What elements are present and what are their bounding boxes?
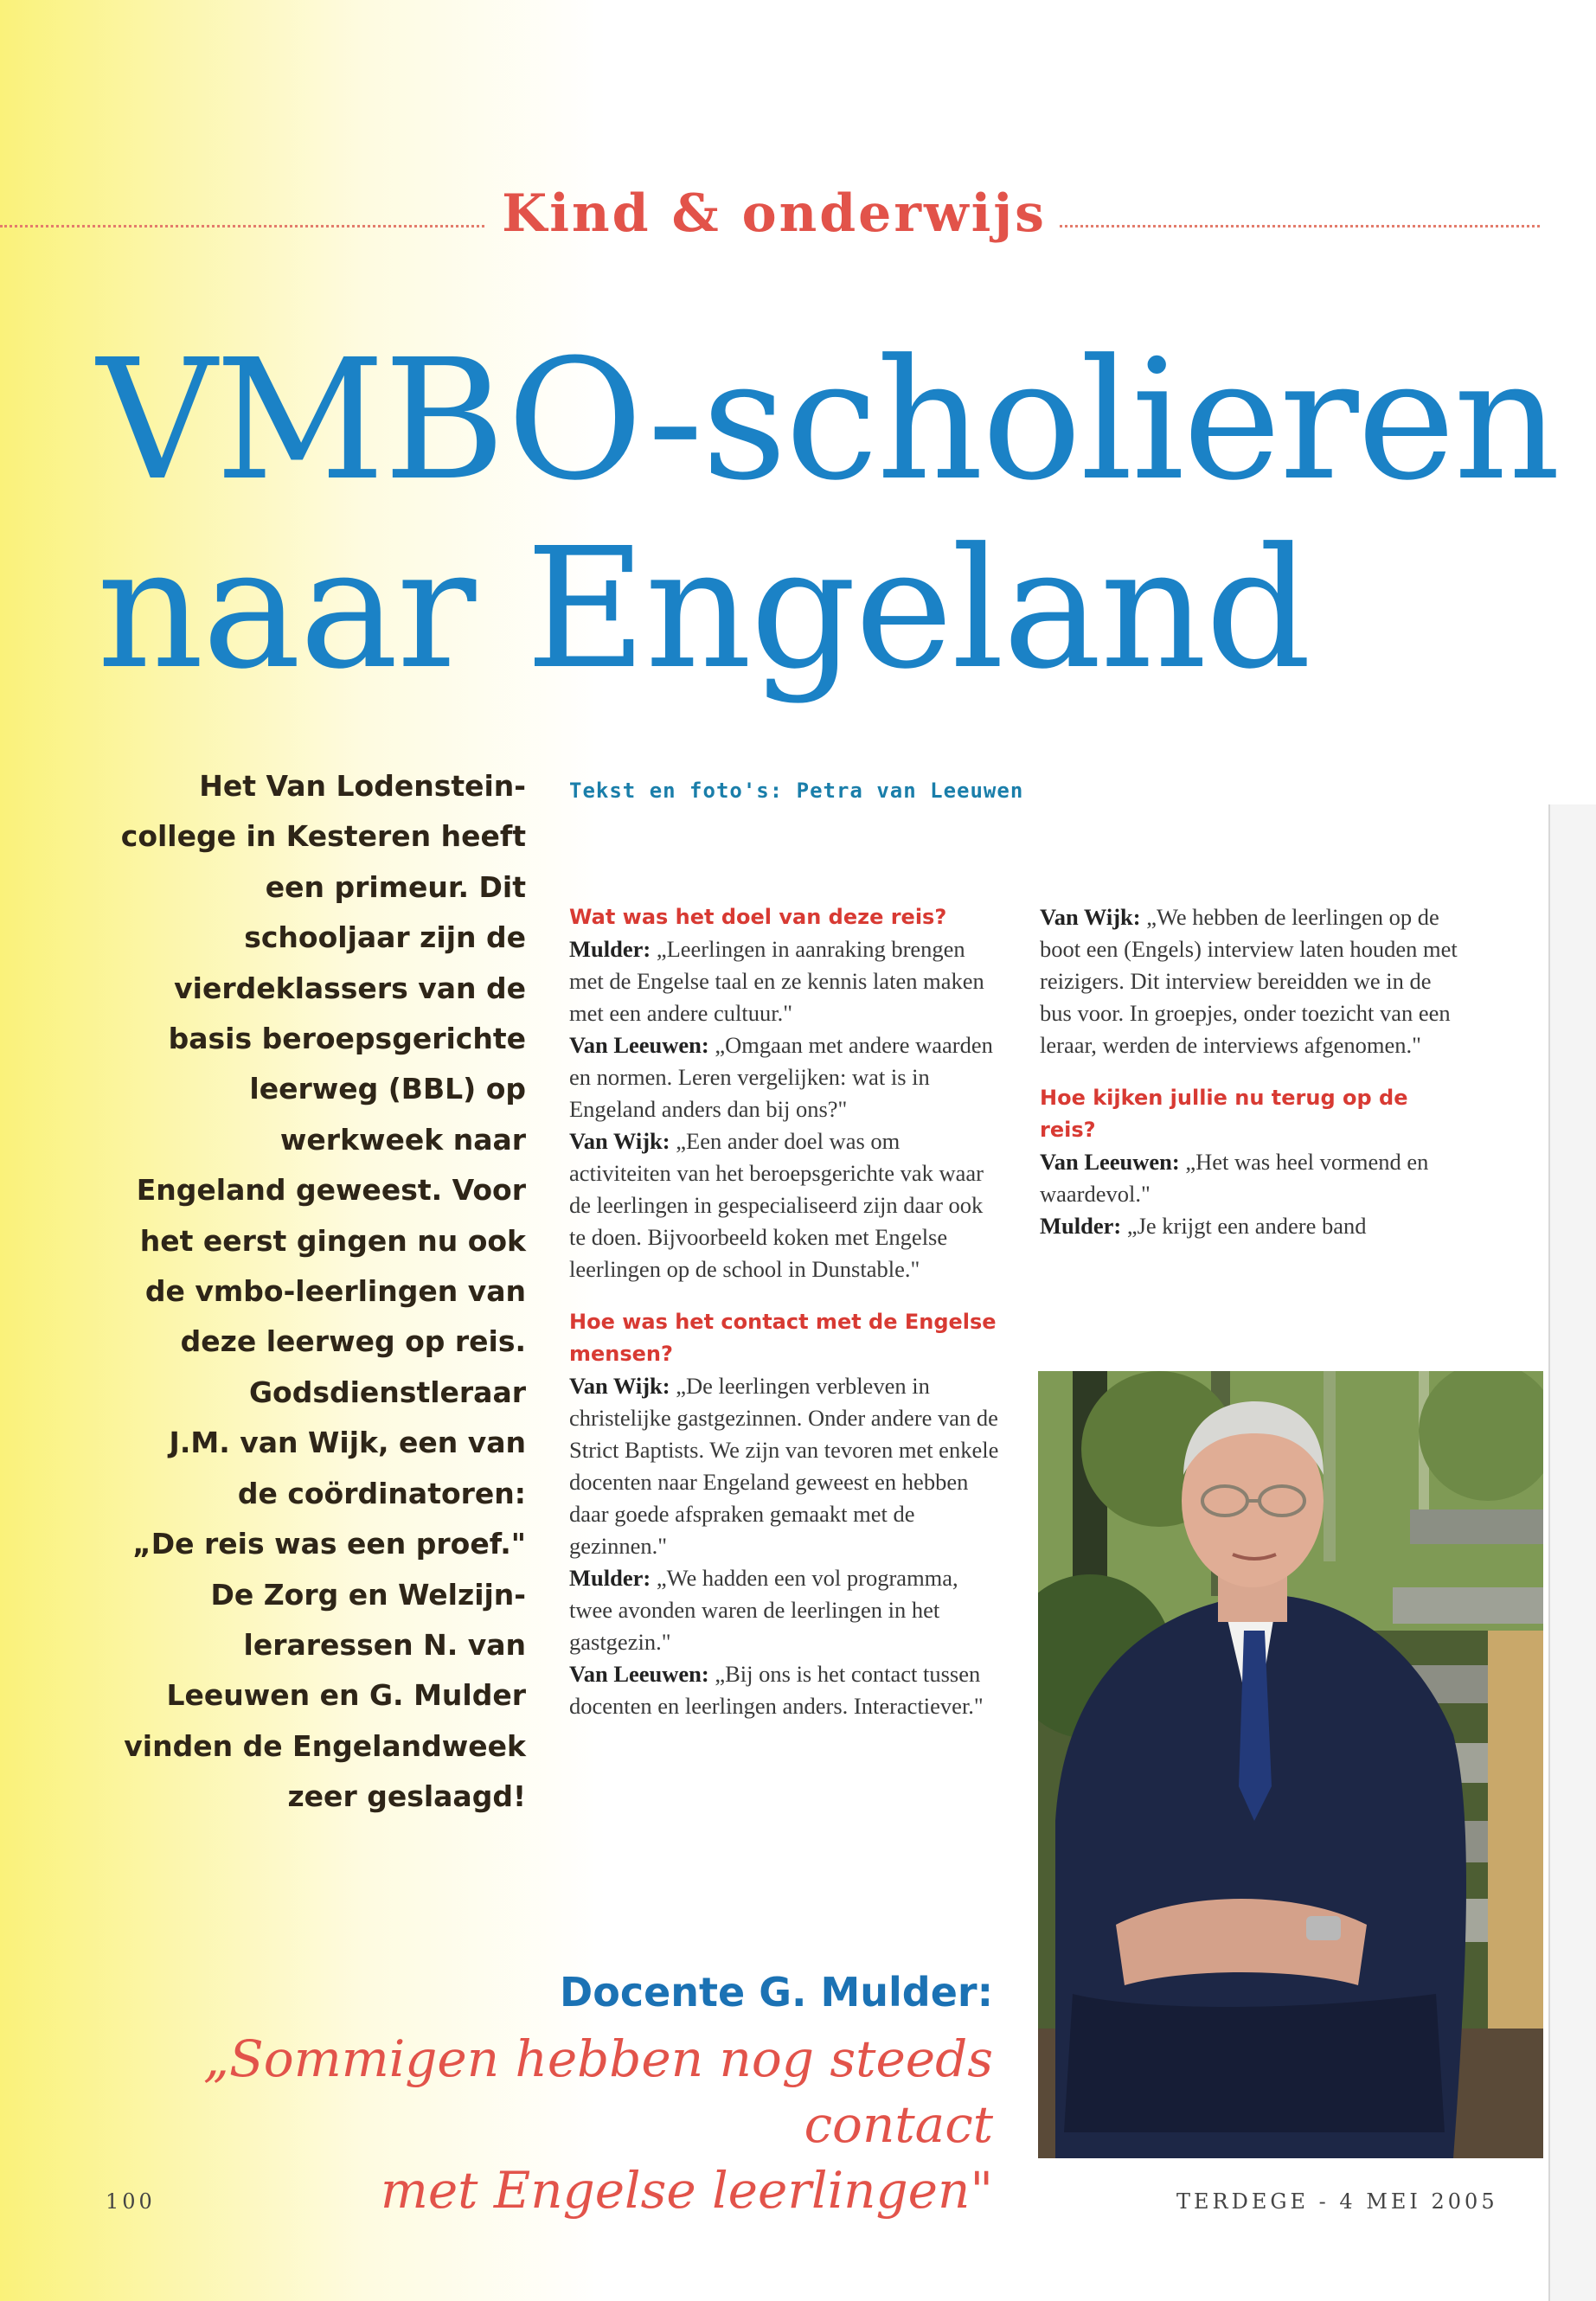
intro-line: college in Kesteren heeft: [120, 819, 526, 854]
intro-paragraph: [112, 761, 526, 1823]
question-heading: Hoe was het contact met de Engelse mensen?: [569, 1310, 997, 1366]
speaker-name: Mulder:: [1040, 1213, 1122, 1239]
intro-line: de vmbo-leerlingen van: [144, 1274, 526, 1309]
intro-line: leerweg (BBL) op: [249, 1072, 526, 1106]
answer-text: „We hadden een vol programma, twee avonden waren de leerlingen in het gastgezin.": [569, 1565, 958, 1655]
speaker-name: Van Leeuwen:: [569, 1032, 709, 1058]
intro-line: vierdeklassers van de: [174, 971, 526, 1005]
speaker-name: Van Wijk:: [569, 1373, 670, 1399]
next-page-edge: [1548, 804, 1596, 2301]
intro-line: zeer geslaagd!: [287, 1779, 526, 1814]
answer-paragraph: [569, 1562, 1000, 1658]
intro-line: basis beroepsgerichte: [168, 1022, 526, 1056]
page-number: 100: [106, 2189, 156, 2214]
speaker-name: Mulder:: [569, 1565, 651, 1591]
speaker-name: Mulder:: [569, 936, 651, 962]
headline-line-1: VMBO-scholieren: [97, 324, 1560, 517]
section-label: Kind & onderwijs: [502, 183, 1047, 244]
dotted-rule-left: [0, 225, 484, 228]
answer-paragraph: [569, 1370, 1000, 1562]
intro-line: „De reis was een proef.": [132, 1527, 526, 1561]
article-column-1: [569, 901, 1000, 1722]
answer-text: „Je krijgt een andere band: [1121, 1213, 1367, 1239]
answer-text: „Bij ons is het contact tussen docenten en leerlingen anders. Interactiever.": [569, 1661, 984, 1719]
answer-text: „De leerlingen verbleven in christelijke gastgezinnen. Onder andere van de Strict Baptists. We zijn van tevoren met enkele docenten naar Engeland geweest en hebben daar goede afspraken gemaakt met de gezinnen.": [569, 1373, 999, 1559]
answer-paragraph: [1040, 1210, 1464, 1242]
speaker-name: Van Wijk:: [569, 1128, 670, 1154]
intro-line: De Zorg en Welzijn-: [210, 1577, 526, 1612]
portrait-photo: [1038, 1371, 1543, 2158]
intro-line: de coördinatoren:: [237, 1476, 526, 1510]
pull-quote-attribution: Docente G. Mulder:: [560, 1969, 993, 2016]
answer-paragraph: [1040, 901, 1464, 1061]
intro-line: werkweek naar: [279, 1122, 526, 1157]
magazine-issue: TERDEGE - 4 MEI 2005: [1176, 2189, 1498, 2214]
intro-line: Het Van Lodenstein-: [199, 769, 526, 803]
speaker-name: Van Wijk:: [1040, 904, 1141, 930]
intro-line: deze leerweg op reis.: [180, 1324, 526, 1359]
speaker-name: Van Leeuwen:: [569, 1661, 709, 1687]
intro-line: schooljaar zijn de: [244, 920, 526, 955]
answer-paragraph: [1040, 1146, 1464, 1210]
answer-text: „We hebben de leerlingen op de boot een (Engels) interview laten houden met reizigers. Dit interview bereidden we in de bus voor. In groepjes, onder toezicht van een leraar, werden de interviews afgenomen.": [1040, 904, 1458, 1058]
article-headline: [97, 324, 1560, 706]
pull-quote-text: [104, 2026, 993, 2223]
portrait-illustration: [1038, 1371, 1543, 2158]
dotted-rule-right: [1060, 225, 1540, 228]
question-heading: Hoe kijken jullie nu terug op de reis?: [1040, 1086, 1408, 1142]
intro-line: Godsdienstleraar: [248, 1375, 526, 1409]
intro-line: het eerst gingen nu ook: [139, 1223, 526, 1258]
pull-quote: [104, 1964, 993, 2223]
headline-line-2: naar Engeland: [97, 513, 1311, 706]
speaker-name: Van Leeuwen:: [1040, 1149, 1180, 1175]
pull-quote-line: „Sommigen hebben nog steeds contact: [203, 2029, 993, 2154]
answer-text: „Een ander doel was om activiteiten van het beroepsgerichte vak waar de leerlingen in gespecialiseerd zijn daar ook te doen. Bijvoorbeeld koken met Engelse leerlingen op de school in Dunstable.": [569, 1128, 984, 1282]
intro-line: J.M. van Wijk, een van: [169, 1426, 526, 1460]
intro-line: Leeuwen en G. Mulder: [166, 1678, 526, 1713]
intro-line: een primeur. Dit: [265, 869, 526, 904]
byline-credit: Tekst en foto's: Petra van Leeuwen: [569, 779, 1024, 803]
answer-paragraph: [569, 1125, 1000, 1285]
answer-text: „Het was heel vormend en waardevol.": [1040, 1149, 1429, 1207]
intro-line: vinden de Engelandweek: [124, 1728, 526, 1763]
answer-text: „Leerlingen in aanraking brengen met de Engelse taal en ze kennis laten maken met een andere cultuur.": [569, 936, 984, 1026]
intro-line: leraressen N. van: [243, 1627, 526, 1662]
answer-paragraph: [569, 933, 1000, 1029]
article-column-2: [1040, 901, 1464, 1242]
answer-paragraph: [569, 1658, 1000, 1722]
section-header: [0, 183, 1548, 261]
pull-quote-line: met Engelse leerlingen": [380, 2161, 993, 2220]
intro-line: Engeland geweest. Voor: [136, 1173, 526, 1208]
answer-paragraph: [569, 1029, 1000, 1125]
question-heading: Wat was het doel van deze reis?: [569, 905, 947, 929]
answer-text: „Omgaan met andere waarden en normen. Leren vergelijken: wat is in Engeland anders dan bij ons?": [569, 1032, 993, 1122]
